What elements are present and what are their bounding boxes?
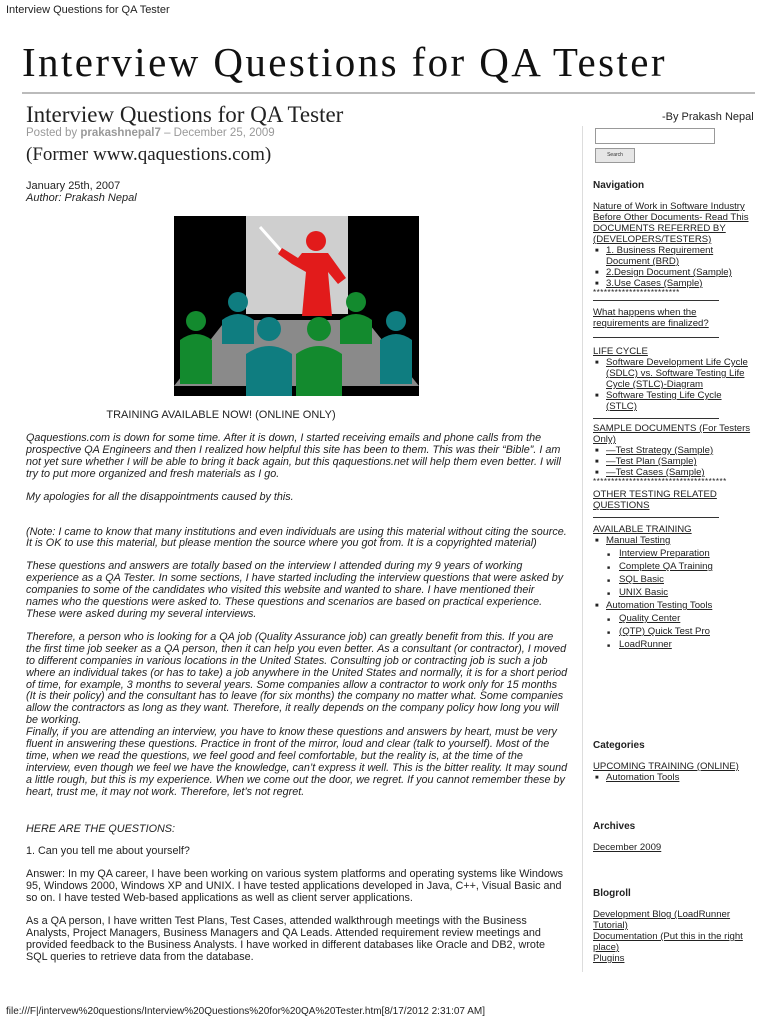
list-item[interactable] [593,574,755,585]
divider [593,517,719,518]
star-divider: ************************ [593,289,680,297]
questions-heading: HERE ARE THE QUESTIONS: [26,822,175,835]
link-documents-referred[interactable]: DOCUMENTS REFERRED BY (DEVELOPERS/TESTERS) [593,223,726,245]
list-item[interactable] [593,278,755,289]
list-item[interactable] [593,613,755,624]
browser-tab-title: Interview Questions for QA Tester [6,4,170,16]
presentation-meeting-icon [174,216,419,396]
link-before-other-docs[interactable]: Before Other Documents- Read This [593,212,749,223]
link-unix-basic[interactable]: UNIX Basic [619,587,669,598]
link-qtp[interactable]: (QTP) Quick Test Pro [619,626,710,637]
list-item[interactable] [593,245,755,267]
link-automation-tools[interactable]: Automation Tools [606,772,680,783]
link-complete-qa-training[interactable]: Complete QA Training [619,561,713,572]
list-item[interactable] [593,390,755,412]
para-site-down: Qaquestions.com is down for some time. After it is down, I started receiving emails and phone calls from the prospective QA Engineers and then I realized how helpful this site has been to them. This was their “Bible”. I am not yet sure whether I will be able to bring it back again, but this qaquestions.net will help them even better. I will try to put more organized and fresh materials as I go. [26,432,561,480]
site-title: Interview Questions for QA Tester [22,39,667,85]
question-1: 1. Can you tell me about yourself? [26,845,190,858]
para-apology: My apologies for all the disappointments caused by this. [26,490,294,503]
post-date-line: January 25th, 2007 [26,180,121,192]
archives-section [593,821,755,853]
list-item[interactable] [593,467,755,478]
search-button[interactable]: Search [595,148,635,163]
para-therefore: Therefore, a person who is looking for a QA job (Quality Assurance job) can greatly benefit from this. If you are the first time job seeker as a QA person, then it can help you even better. As a consultant (or contractor), I moved to different companies in various locations in the United States. Consulting job or contracting job is such a job where an individual takes (or has to take) a job anywhere in the United States and normally, it is for a short period of time, for example, 3 months to several years. Some companies allow a contractor to work only for 15 months (It is their policy) and the consultant has to leave (for six months) the company no matter what. Some companies allow the contractors as long as they want. Therefore, it really depends on the company policy how long you will be working. [26,630,568,727]
link-manual-testing[interactable]: Manual Testing [606,535,671,546]
link-stlc[interactable]: Software Testing Life Cycle (STLC) [606,390,722,412]
para-based-on-interviews: These questions and answers are totally based on the interview I attended during my 9 years of working experience as a QA Tester. In some sections, I have started including the interview questions that were asked by companies to some of the candidates who visited this website and wanted to share. I have mentioned their names who the questions were asked to. These questions and scenarios are based on practical experience. These were asked during my several interviews. [26,560,564,620]
post-content [26,100,568,964]
blogroll-heading: Blogroll [593,888,631,899]
link-automation-testing-tools[interactable]: Automation Testing Tools [606,600,713,611]
list-item[interactable] [593,548,755,559]
link-development-blog[interactable]: Development Blog (LoadRunner Tutorial) [593,909,731,931]
link-nature-of-work[interactable]: Nature of Work in Software Industry [593,201,745,212]
post-author-link[interactable]: prakashnepal7 [80,127,161,139]
answer-1-continued: As a QA person, I have written Test Plans, Test Cases, attended walkthrough meetings with the Business Analysts, Project Managers, Business Managers and QA Leads. Attended requirement review meetings and provided feedback to the Business Analysts. I have worked in different databases like Oracle and DB2, wrote SQL queries to retrieve data from the database. [26,915,545,963]
link-sdlc-vs-stlc[interactable]: Software Development Life Cycle (SDLC) vs. Software Testing Life Cycle (STLC)-Diagram [606,357,748,390]
archives-heading: Archives [593,821,636,832]
para-copyright-note: (Note: I came to know that many institutions and even individuals are using this material without citing the source. It is OK to use this material, but please mention the source where you got from. It is a copyrighted material) [26,525,567,550]
para-finally: Finally, if you are attending an interview, you have to know these questions and answers by heart, must be very fluent in answering these questions. Practice in front of the mirror, loud and clear (talk to yourself). Most of the time, when we read the questions, we feel good and feel comfortable, but the reality is, at the time of the interview, even though we feel we have the knowledge, can’t express it well. This is the bitter reality. It may sound a little rough, but this is my experience. When we come out the door, we regret. If you cannot remember these by heart, trust me, it may not work. Therefore, let’s not regret. [26,726,568,798]
link-life-cycle[interactable]: LIFE CYCLE [593,346,648,357]
divider [593,418,719,419]
link-test-plan[interactable]: —Test Plan (Sample) [606,456,697,467]
divider [593,300,719,301]
link-documentation[interactable]: Documentation (Put this in the right place) [593,931,743,953]
navigation-heading: Navigation [593,180,645,191]
sample-docs-list [593,445,755,478]
link-test-strategy[interactable]: —Test Strategy (Sample) [606,445,714,456]
link-test-cases[interactable]: —Test Cases (Sample) [606,467,705,478]
training-notice: TRAINING AVAILABLE NOW! (ONLINE ONLY) [106,409,336,421]
list-item[interactable] [593,445,755,456]
post-meta-prefix: Posted by [26,127,81,139]
link-design-doc[interactable]: 2.Design Document (Sample) [606,267,732,278]
link-interview-prep[interactable]: Interview Preparation [619,548,710,559]
header-divider [22,92,755,94]
post-author-line: Author: Prakash Nepal [26,192,137,204]
list-item[interactable] [593,772,755,783]
list-item[interactable] [593,639,755,650]
divider [593,337,719,338]
link-brd[interactable]: 1. Business Requirement Document (BRD) [606,245,714,267]
link-available-training[interactable]: AVAILABLE TRAINING [593,524,692,535]
list-item[interactable] [593,267,755,278]
categories-heading: Categories [593,740,645,751]
navigation-section [593,180,755,650]
answer-1: Answer: In my QA career, I have been working on various system platforms and operating systems like Windows 95, Windows 2000, Windows XP and UNIX. I have tested applications developed in Java, C++, Visual Basic and so on. I have tested Web-based applications as well as client server applications. [26,868,564,905]
browser-footer-url: file:///F|/intervew%20questions/Interview%20Questions%20for%20QA%20Tester.htm[8/17/2012 2:31:07 AM] [6,1006,485,1017]
link-upcoming-training[interactable]: UPCOMING TRAINING (ONLINE) [593,761,739,772]
link-other-testing-questions[interactable]: OTHER TESTING RELATED QUESTIONS [593,489,717,511]
link-plugins[interactable]: Plugins [593,953,625,964]
link-sql-basic[interactable]: SQL Basic [619,574,664,585]
search-input[interactable] [595,128,715,144]
former-site-note: (Former www.qaquestions.com) [26,144,272,165]
link-sample-documents[interactable]: SAMPLE DOCUMENTS (For Testers Only) [593,423,751,445]
link-requirements-finalized[interactable]: What happens when the requirements are finalized? [593,307,709,329]
link-quality-center[interactable]: Quality Center [619,613,681,624]
list-item[interactable] [593,600,755,611]
categories-section [593,740,755,783]
link-december-2009[interactable]: December 2009 [593,842,662,853]
post-title[interactable]: Interview Questions for QA Tester [26,102,344,127]
presentation-illustration [174,216,419,396]
list-item[interactable] [593,587,755,598]
categories-list [593,772,755,783]
link-use-cases[interactable]: 3.Use Cases (Sample) [606,278,703,289]
list-item[interactable] [593,626,755,637]
documents-list [593,245,755,289]
list-item[interactable] [593,456,755,467]
site-byline: -By Prakash Nepal [662,111,754,123]
list-item[interactable] [593,535,755,546]
list-item[interactable] [593,561,755,572]
list-item[interactable] [593,357,755,390]
training-list [593,535,755,650]
life-cycle-list [593,357,755,412]
sidebar [582,126,759,972]
link-loadrunner[interactable]: LoadRunner [619,639,672,650]
blogroll-section [593,888,755,964]
date-author-block [26,180,568,204]
post-date: – December 25, 2009 [160,127,275,139]
star-divider: ************************************* [593,478,727,486]
